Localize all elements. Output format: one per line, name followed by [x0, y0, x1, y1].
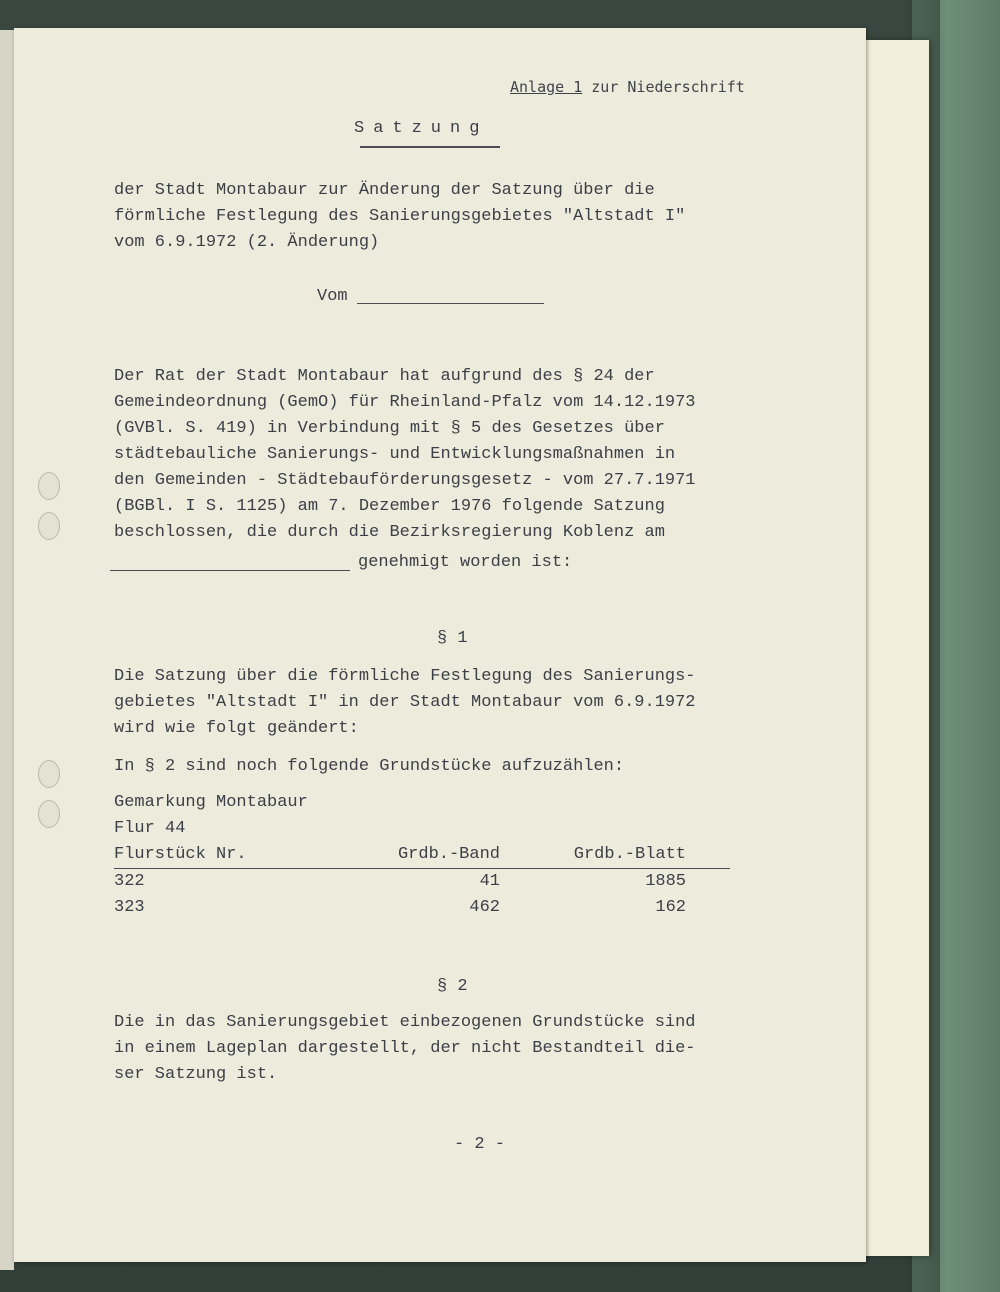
preamble-line: Der Rat der Stadt Montabaur hat aufgrund des § 24 der — [114, 367, 655, 386]
attachment-label — [510, 74, 745, 100]
district-name: Gemarkung Montabaur — [114, 793, 308, 812]
preamble-line: den Gemeinden - Städtebauförderungsgesetz - vom 27.7.1971 — [114, 471, 696, 490]
column-header-band: Grdb.-Band — [397, 845, 500, 864]
section-2-heading: § 2 — [437, 977, 468, 996]
section-1-text — [114, 664, 696, 742]
approval-text: genehmigt worden ist: — [358, 553, 573, 572]
title-underline — [360, 146, 500, 148]
preamble-line: Gemeindeordnung (GemO) für Rheinland-Pfalz vom 14.12.1973 — [114, 393, 696, 412]
table-cell: 322 — [114, 872, 145, 891]
preamble-line: (GVBl. S. 419) in Verbindung mit § 5 des Gesetzes über — [114, 419, 665, 438]
punch-hole — [38, 800, 60, 828]
table-row — [114, 895, 730, 921]
table-cell: 41 — [479, 872, 500, 891]
flur-number: Flur 44 — [114, 819, 186, 838]
date-blank-line — [357, 303, 544, 304]
punch-hole — [38, 472, 60, 500]
section-1-line: Die Satzung über die förmliche Festlegung des Sanierungs- — [114, 667, 696, 686]
parcel-table — [114, 842, 730, 921]
parcel-intro: In § 2 sind noch folgende Grundstücke aufzuzählen: — [114, 757, 625, 776]
section-2-text — [114, 1010, 696, 1088]
section-2-line: ser Satzung ist. — [114, 1065, 278, 1084]
preamble — [114, 364, 696, 546]
table-header-row — [114, 842, 730, 869]
section-2-line: in einem Lageplan dargestellt, der nicht Bestandteil die- — [114, 1039, 696, 1058]
subtitle — [114, 178, 685, 256]
preamble-line: (BGBl. I S. 1125) am 7. Dezember 1976 folgende Satzung — [114, 497, 665, 516]
section-1-line: wird wie folgt geändert: — [114, 719, 359, 738]
section-1-line: gebietes "Altstadt I" in der Stadt Montabaur vom 6.9.1972 — [114, 693, 696, 712]
punch-hole — [38, 512, 60, 540]
attachment-suffix: zur Niederschrift — [582, 78, 745, 96]
table-cell: 323 — [114, 898, 145, 917]
document-title: Satzung — [354, 119, 489, 138]
section-1-heading: § 1 — [437, 629, 468, 648]
column-header-parcel: Flurstück Nr. — [114, 845, 247, 864]
section-2-line: Die in das Sanierungsgebiet einbezogenen Grundstücke sind — [114, 1013, 696, 1032]
attachment-number: Anlage 1 — [510, 78, 583, 96]
date-label: Vom — [317, 287, 348, 306]
table-cell: 462 — [469, 898, 500, 917]
document-page — [14, 28, 866, 1262]
approval-date-blank-line — [110, 570, 350, 571]
table-row — [114, 869, 730, 895]
preamble-line: beschlossen, die durch die Bezirksregierung Koblenz am — [114, 523, 665, 542]
punch-hole — [38, 760, 60, 788]
table-cell: 1885 — [645, 872, 686, 891]
preamble-line: städtebauliche Sanierungs- und Entwicklungsmaßnahmen in — [114, 445, 676, 464]
subtitle-line: förmliche Festlegung des Sanierungsgebietes "Altstadt I" — [114, 207, 686, 226]
table-cell: 162 — [655, 898, 686, 917]
column-header-blatt: Grdb.-Blatt — [573, 845, 686, 864]
subtitle-line: vom 6.9.1972 (2. Änderung) — [114, 233, 380, 252]
page-number: - 2 - — [454, 1135, 506, 1154]
left-sheet-edge — [0, 30, 14, 1270]
subtitle-line: der Stadt Montabaur zur Änderung der Satzung über die — [114, 181, 655, 200]
